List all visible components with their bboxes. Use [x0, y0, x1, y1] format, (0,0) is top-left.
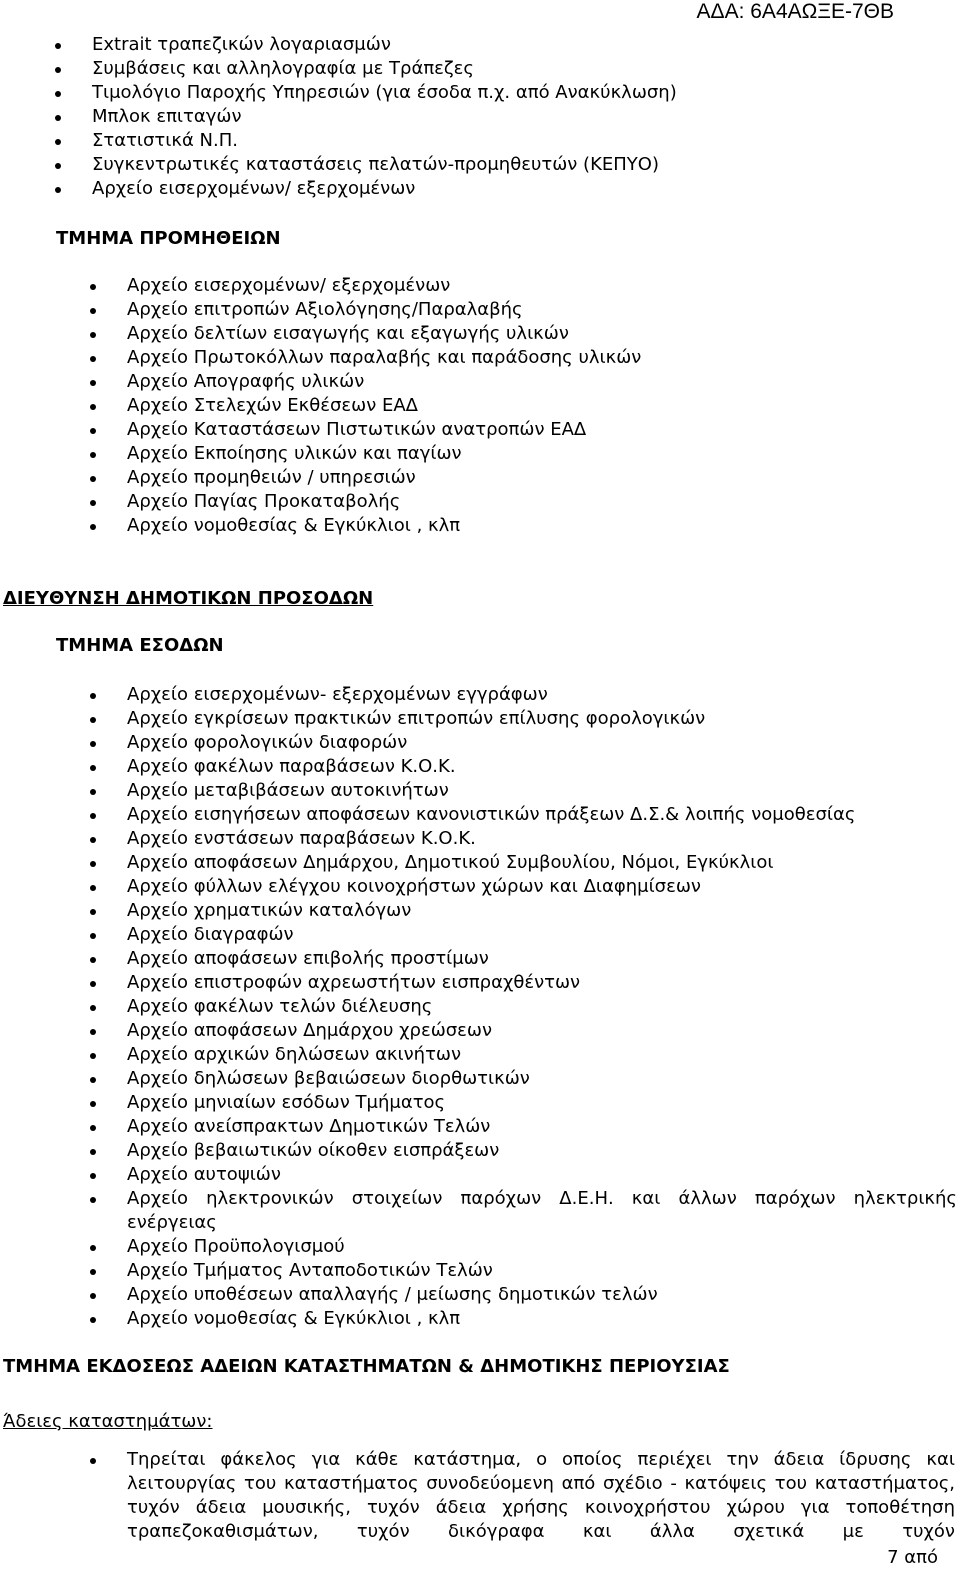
- ada-code: ΑΔΑ: 6Α4ΑΩΞΕ-7ΘΒ: [696, 0, 894, 23]
- list-item: [0, 1187, 957, 1235]
- list-item: Μπλοκ επιταγών: [0, 105, 677, 129]
- list-item: Αρχείο μεταβιβάσεων αυτοκινήτων: [0, 779, 957, 803]
- list-item: Τιμολόγιο Παροχής Υπηρεσιών (για έσοδα π.χ. από Ανακύκλωση): [0, 81, 677, 105]
- list-item: Αρχείο Παγίας Προκαταβολής: [0, 490, 641, 514]
- list-item: Αρχείο αυτοψιών: [0, 1163, 957, 1187]
- list-item: Extrait τραπεζικών λογαριασμών: [0, 33, 677, 57]
- list-item: Αρχείο εισηγήσεων αποφάσεων κανονιστικών πράξεων Δ.Σ.& λοιπής νομοθεσίας: [0, 803, 957, 827]
- list-item: Αρχείο διαγραφών: [0, 923, 957, 947]
- list-item: Αρχείο ενστάσεων παραβάσεων Κ.Ο.Κ.: [0, 827, 957, 851]
- list-item: Αρχείο νομοθεσίας & Εγκύκλιοι , κλπ: [0, 514, 641, 538]
- section-title-esodon: ΤΜΗΜΑ ΕΣΟΔΩΝ: [56, 635, 224, 656]
- list-item: Αρχείο Προϋπολογισμού: [0, 1235, 957, 1259]
- subsection-title: Άδειες καταστημάτων:: [3, 1411, 213, 1432]
- list-item: Αρχείο Απογραφής υλικών: [0, 370, 641, 394]
- list-item: Αρχείο εισερχομένων/ εξερχομένων: [0, 177, 677, 201]
- list-item: Αρχείο προμηθειών / υπηρεσιών: [0, 466, 641, 490]
- list-item: Αρχείο δηλώσεων βεβαιώσεων διορθωτικών: [0, 1067, 957, 1091]
- directorate-title: ΔΙΕΥΘΥΝΣΗ ΔΗΜΟΤΙΚΩΝ ΠΡΟΣΟΔΩΝ: [3, 588, 374, 609]
- list-item: Αρχείο φακέλων τελών διέλευσης: [0, 995, 957, 1019]
- page-number: 7 από: [887, 1547, 938, 1568]
- list-item: Στατιστικά Ν.Π.: [0, 129, 677, 153]
- list-item: Αρχείο επιστροφών αχρεωστήτων εισπραχθέντων: [0, 971, 957, 995]
- ekdoseos-list: [0, 1448, 955, 1544]
- list-item: Αρχείο νομοθεσίας & Εγκύκλιοι , κλπ: [0, 1307, 957, 1331]
- list-item: Αρχείο αρχικών δηλώσεων ακινήτων: [0, 1043, 957, 1067]
- list-item: Αρχείο εισερχομένων/ εξερχομένων: [0, 274, 641, 298]
- list-item: Αρχείο αποφάσεων Δημάρχου χρεώσεων: [0, 1019, 957, 1043]
- list-item: Αρχείο ανείσπρακτων Δημοτικών Τελών: [0, 1115, 957, 1139]
- list-item: Αρχείο εισερχομένων- εξερχομένων εγγράφων: [0, 683, 957, 707]
- list-item: Αρχείο Εκποίησης υλικών και παγίων: [0, 442, 641, 466]
- list-item: Αρχείο βεβαιωτικών οίκοθεν εισπράξεων: [0, 1139, 957, 1163]
- top-list: [0, 33, 677, 201]
- list-item: Αρχείο φορολογικών διαφορών: [0, 731, 957, 755]
- paragraph-item: Τηρείται φάκελος για κάθε κατάστημα, ο οποίος περιέχει την άδεια ίδρυσης και λειτουργίας του καταστήματος συνοδεύομενη από σχέδιο - κατόψεις του καταστήματος, τυχόν άδεια μουσικής, τυχόν άδεια χρήσης κοινοχρήστου χώρου για τοποθέτηση τραπεζοκαθισμάτων, τυχόν δικόγραφα και άλλα σχετικά με τυχόν: [0, 1448, 955, 1544]
- list-item: Αρχείο χρηματικών καταλόγων: [0, 899, 957, 923]
- list-item: Αρχείο εγκρίσεων πρακτικών επιτροπών επίλυσης φορολογικών: [0, 707, 957, 731]
- promitheion-list: [0, 274, 641, 538]
- esodon-list: [0, 683, 957, 1331]
- list-item: Συγκεντρωτικές καταστάσεις πελατών-προμηθευτών (ΚΕΠΥΟ): [0, 153, 677, 177]
- list-item: Αρχείο επιτροπών Αξιολόγησης/Παραλαβής: [0, 298, 641, 322]
- list-item: Αρχείο αποφάσεων επιβολής προστίμων: [0, 947, 957, 971]
- section-title-promitheion: ΤΜΗΜΑ ΠΡΟΜΗΘΕΙΩΝ: [56, 228, 281, 249]
- list-item-line: Αρχείο ηλεκτρονικών στοιχείων παρόχων Δ.Ε.Η. και άλλων παρόχων ηλεκτρικής: [127, 1188, 957, 1209]
- list-item: Αρχείο φακέλων παραβάσεων Κ.Ο.Κ.: [0, 755, 957, 779]
- list-item: Αρχείο φύλλων ελέγχου κοινοχρήστων χώρων και Διαφημίσεων: [0, 875, 957, 899]
- list-item: Αρχείο αποφάσεων Δημάρχου, Δημοτικού Συμβουλίου, Νόμοι, Εγκύκλιοι: [0, 851, 957, 875]
- list-item: Αρχείο υποθέσεων απαλλαγής / μείωσης δημοτικών τελών: [0, 1283, 957, 1307]
- list-item: Συμβάσεις και αλληλογραφία με Τράπεζες: [0, 57, 677, 81]
- list-item: Αρχείο Στελεχών Εκθέσεων ΕΑΔ: [0, 394, 641, 418]
- list-item: Αρχείο Καταστάσεων Πιστωτικών ανατροπών ΕΑΔ: [0, 418, 641, 442]
- list-item: Αρχείο δελτίων εισαγωγής και εξαγωγής υλικών: [0, 322, 641, 346]
- list-item-line: ενέργειας: [127, 1212, 217, 1233]
- list-item: Αρχείο Πρωτοκόλλων παραλαβής και παράδοσης υλικών: [0, 346, 641, 370]
- section-title-ekdoseos: ΤΜΗΜΑ ΕΚΔΟΣΕΩΣ ΑΔΕΙΩΝ ΚΑΤΑΣΤΗΜΑΤΩΝ & ΔΗΜΟΤΙΚΗΣ ΠΕΡΙΟΥΣΙΑΣ: [3, 1356, 730, 1377]
- list-item: Αρχείο Τμήματος Ανταποδοτικών Τελών: [0, 1259, 957, 1283]
- list-item: Αρχείο μηνιαίων εσόδων Τμήματος: [0, 1091, 957, 1115]
